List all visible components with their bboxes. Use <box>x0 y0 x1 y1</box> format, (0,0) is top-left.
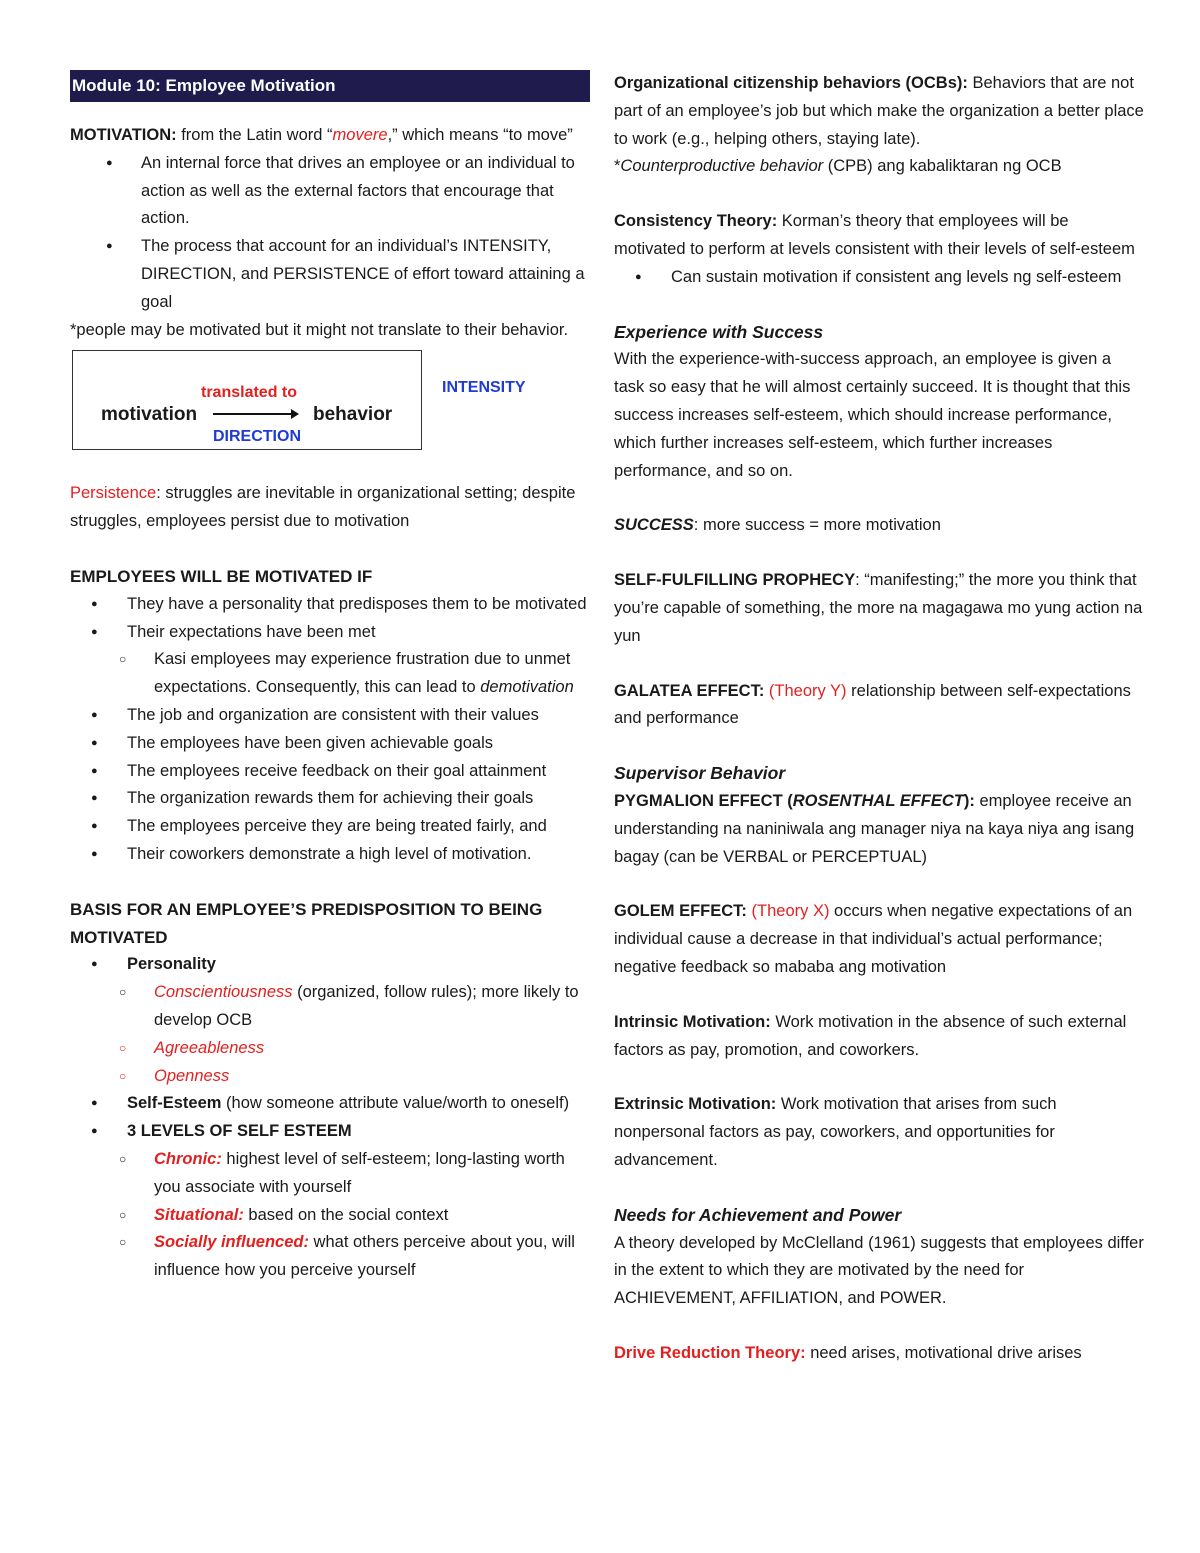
list-item: ● The employees perceive they are being treated fairly, and <box>70 813 590 841</box>
trait-conscientiousness: Conscientiousness <box>154 983 293 1002</box>
needs-title: Needs for Achievement and Power <box>614 1204 902 1225</box>
diagram-behavior-label: behavior <box>313 404 393 426</box>
level-text: based on the social context <box>243 1205 449 1224</box>
golem-theory: (Theory X) <box>751 902 830 921</box>
pygmalion-definition <box>614 788 1144 871</box>
list-item: ● The organization rewards them for achieving their goals <box>70 785 590 813</box>
extrinsic-text: Work motivation that arises from such nonpersonal factors as pay, coworkers, and opportunities for advancement. <box>614 1095 1057 1169</box>
prophecy-text: : “manifesting;” the more you think that you’re capable of something, the more na magagawa mo yung action na yun <box>614 571 1143 645</box>
galatea-theory: (Theory Y) <box>768 681 847 700</box>
latin-word: movere <box>332 126 388 144</box>
rosenthal-term: ROSENTHAL EFFECT <box>792 791 964 810</box>
list-item: ● Can sustain motivation if consistent ang levels ng self-esteem <box>614 264 1144 292</box>
ocb-note-italic: Counterproductive behavior <box>620 157 824 176</box>
list-item <box>70 979 590 1035</box>
list-item: ● Their coworkers demonstrate a high level of motivation. <box>70 841 590 869</box>
self-esteem-text: (how someone attribute value/worth to oneself) <box>221 1094 570 1113</box>
level-social: Socially influenced: <box>154 1233 309 1252</box>
consistency-definition <box>614 208 1144 264</box>
consistency-term: Consistency Theory: <box>614 212 778 231</box>
galatea-term: GALATEA EFFECT: <box>614 681 765 700</box>
drive-term: Drive Reduction Theory: <box>614 1343 806 1362</box>
drive-definition <box>614 1340 1144 1368</box>
prophecy-definition <box>614 567 1144 650</box>
personality-sublist <box>70 979 590 1090</box>
motivated-if-list <box>70 591 590 647</box>
supervisor-title: Supervisor Behavior <box>614 763 786 784</box>
ocb-note-star: * <box>614 157 621 176</box>
diagram-intensity-label: INTENSITY <box>442 379 526 397</box>
motivation-bullets <box>70 150 590 317</box>
diagram-translated-label: translated to <box>201 384 298 402</box>
motivation-term: MOTIVATION: <box>70 126 177 144</box>
success-term: SUCCESS <box>614 516 694 535</box>
drive-text: need arises, motivational drive arises <box>805 1343 1082 1362</box>
level-text: highest level of self-esteem; long-lasting worth you associate with yourself <box>154 1149 565 1196</box>
motivation-definition <box>70 122 590 150</box>
trait-agreeableness: ○ Agreeableness <box>70 1035 590 1063</box>
experience-title: Experience with Success <box>614 321 824 342</box>
basis-title: BASIS FOR AN EMPLOYEE’S PREDISPOSITION TO BEING MOTIVATED <box>70 899 543 947</box>
consistency-text: Korman’s theory that employees will be motivated to perform at levels consistent with their levels of self-esteem <box>614 212 1135 258</box>
motivation-note: *people may be motivated but it might not translate to their behavior. <box>70 320 569 339</box>
motivation-def-text: from the Latin word “ <box>176 126 333 144</box>
list-item: ● The job and organization are consistent with their values <box>70 702 590 730</box>
list-item: ● An internal force that drives an employee or an individual to action as well as the external factors that encourage that action. <box>70 150 590 233</box>
list-item: ● The employees receive feedback on their goal attainment <box>70 758 590 786</box>
persistence-definition <box>70 480 590 536</box>
sub-item-text: Kasi employees may experience frustration due to unmet expectations. Consequently, this can lead to <box>154 650 571 697</box>
arrow-right-icon <box>213 413 297 415</box>
ocb-text: Behaviors that are not part of an employee’s job but which make the organization a better place to work (e.g., helping others, staying late). <box>614 74 1144 148</box>
motivated-if-sublist <box>70 646 590 702</box>
level-situational: Situational: <box>154 1205 244 1224</box>
golem-text: occurs when negative expectations of an individual cause a decrease in that individual’s actual performance; negative feedback so mababa ang motivation <box>614 902 1133 976</box>
left-column <box>70 70 590 1285</box>
ocb-term: Organizational citizenship behaviors (OCBs): <box>614 74 968 92</box>
list-item: ● The process that account for an individual’s INTENSITY, DIRECTION, and PERSISTENCE of effort toward attaining a goal <box>70 233 590 316</box>
pygmalion-text: employee receive an understanding na naniniwala ang manager niya na kaya niya ang isang bagay (can be VERBAL or PERCEPTUAL) <box>614 791 1135 866</box>
levels-sublist <box>70 1146 590 1285</box>
basis-list-2 <box>70 1090 590 1146</box>
extrinsic-definition <box>614 1091 1144 1174</box>
list-item: ● The employees have been given achievable goals <box>70 730 590 758</box>
level-text: what others perceive about you, will influence how you perceive yourself <box>154 1233 575 1280</box>
success-text: : more success = more motivation <box>693 516 941 535</box>
list-item <box>70 1090 590 1118</box>
trait-text: (organized, follow rules); more likely to develop OCB <box>154 983 579 1029</box>
list-item: ● Their expectations have been met <box>70 619 590 647</box>
golem-term: GOLEM EFFECT: <box>614 902 747 921</box>
list-item <box>70 646 590 702</box>
module-title: Module 10: Employee Motivation <box>70 70 590 102</box>
intrinsic-text: Work motivation in the absence of such external factors as pay, promotion, and coworkers. <box>614 1012 1127 1059</box>
right-column <box>614 70 1144 1368</box>
needs-text: A theory developed by McClelland (1961) suggests that employees differ in the extent to which they are motivated by the need for ACHIEVEMENT, AFFILIATION, and POWER. <box>614 1233 1144 1308</box>
galatea-definition <box>614 678 1144 734</box>
persistence-text: : struggles are inevitable in organizational setting; despite struggles, employees persist due to motivation <box>70 484 576 531</box>
golem-definition <box>614 898 1144 981</box>
pygmalion-term-end: ): <box>963 791 975 810</box>
list-item <box>70 1146 590 1202</box>
extrinsic-term: Extrinsic Motivation: <box>614 1095 777 1114</box>
diagram-direction-label: DIRECTION <box>213 428 301 446</box>
prophecy-term: SELF-FULFILLING PROPHECY <box>614 571 856 590</box>
motivation-diagram <box>70 350 590 470</box>
trait-openness: ○ Openness <box>70 1063 590 1091</box>
motivation-def-text-2: ,” which means “to move” <box>387 126 573 144</box>
level-chronic: Chronic: <box>154 1149 222 1168</box>
basis-list <box>70 951 590 979</box>
diagram-motivation-label: motivation <box>101 404 198 426</box>
list-item: ● 3 LEVELS OF SELF ESTEEM <box>70 1118 590 1146</box>
experience-text: With the experience-with-success approach, an employee is given a task so easy that he will almost certainly succeed. It is thought that this success increases self-esteem, which should increase performance, which further increases self-esteem, which further increases performance, and so on. <box>614 350 1131 480</box>
sub-item-italic: demotivation <box>480 678 574 697</box>
motivated-if-list-2 <box>70 702 590 869</box>
ocb-note-text: (CPB) ang kabaliktaran ng OCB <box>823 157 1062 176</box>
intrinsic-definition <box>614 1009 1144 1065</box>
pygmalion-term: PYGMALION EFFECT ( <box>614 791 793 810</box>
consistency-list <box>614 264 1144 292</box>
success-definition <box>614 512 1144 540</box>
ocb-note <box>614 153 1144 181</box>
list-item: ● Personality <box>70 951 590 979</box>
motivated-if-title: EMPLOYEES WILL BE MOTIVATED IF <box>70 566 373 586</box>
ocb-definition <box>614 70 1144 153</box>
list-item <box>70 1229 590 1285</box>
self-esteem-term: Self-Esteem <box>127 1094 222 1113</box>
list-item: ● They have a personality that predisposes them to be motivated <box>70 591 590 619</box>
intrinsic-term: Intrinsic Motivation: <box>614 1012 771 1031</box>
diagram-box <box>72 350 422 450</box>
persistence-term: Persistence <box>70 484 157 503</box>
galatea-text: relationship between self-expectations and performance <box>614 681 1131 728</box>
list-item <box>70 1202 590 1230</box>
